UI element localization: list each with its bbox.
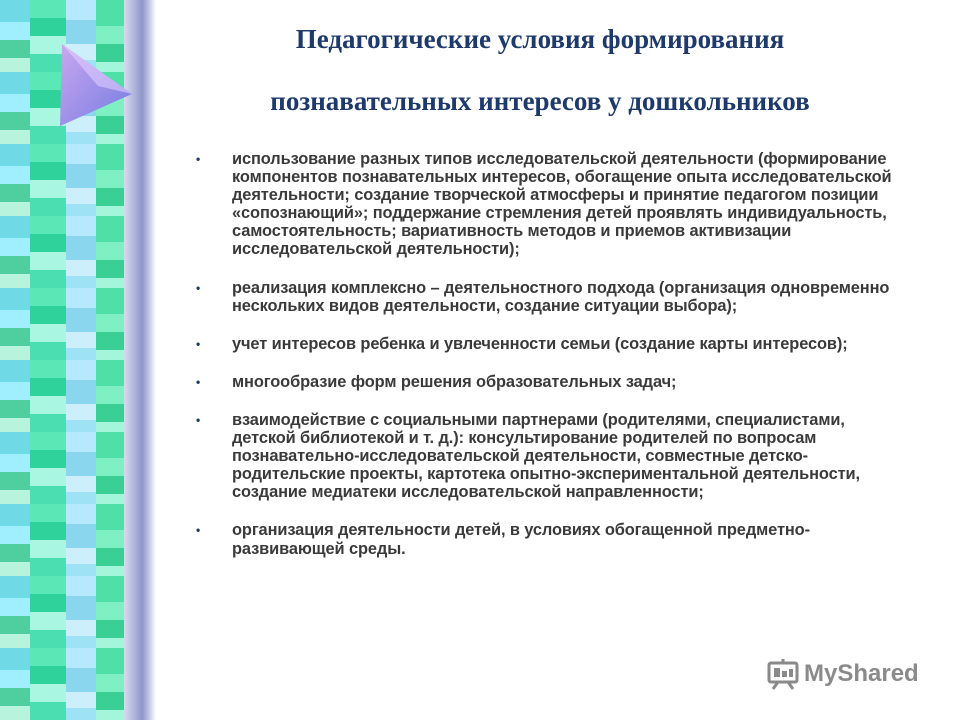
bullet-icon: • — [196, 374, 201, 389]
list-item-text: учет интересов ребенка и увлеченности семьи (создание карты интересов); — [232, 334, 848, 353]
title-line-1: Педагогические условия формирования — [295, 24, 785, 54]
list-item-text: взаимодействие с социальными партнерами (родителями, специалистами, детской библиотекой и т. д.): консультирование родителей по вопросам познавательно-исследовательской деятельности, совместные детско-родительские проекты, картотека опытно-экспериментальной деятельности, создание медиатеки исследовательской направленности; — [232, 410, 860, 502]
list-item — [192, 335, 892, 353]
list-item-text: организация деятельности детей, в условиях обогащенной предметно-развивающей среды. — [232, 521, 810, 558]
bullet-icon: • — [196, 523, 201, 538]
list-item — [192, 279, 892, 315]
list-item-text: реализация комплексно – деятельностного подхода (организация одновременно нескольких видов деятельности, создание ситуации выбора); — [232, 278, 890, 315]
myshared-watermark[interactable] — [766, 654, 919, 694]
list-item — [192, 373, 892, 391]
conditions-list — [192, 150, 892, 578]
presentation-board-icon — [766, 657, 800, 691]
bullet-icon: • — [196, 412, 201, 427]
list-item-text: многообразие форм решения образовательных задач; — [232, 372, 677, 391]
bullet-icon: • — [196, 280, 201, 295]
slide-title — [160, 22, 920, 118]
list-item — [192, 521, 892, 557]
list-item-text: использование разных типов исследовательской деятельности (формирование компонентов познавательных интересов, обогащение опыта исследовательской деятельности; создание творческой атмосферы и принятие педагогом позиции «сопознающий»; поддержание стремления детей проявлять индивидуальность, самостоятельность; вариативность методов и приемов активизации исследовательской деятельности); — [232, 150, 892, 259]
title-line-2: познавательных интересов у дошкольников — [270, 86, 810, 116]
watermark-text: MyShared — [804, 660, 919, 687]
bullet-icon: • — [196, 336, 201, 351]
bullet-icon: • — [196, 152, 201, 166]
list-item — [192, 411, 892, 501]
triangle-ornament-icon — [58, 42, 134, 128]
strip-column — [0, 0, 30, 720]
strip-edge-shadow — [148, 0, 156, 720]
list-item — [192, 150, 892, 259]
